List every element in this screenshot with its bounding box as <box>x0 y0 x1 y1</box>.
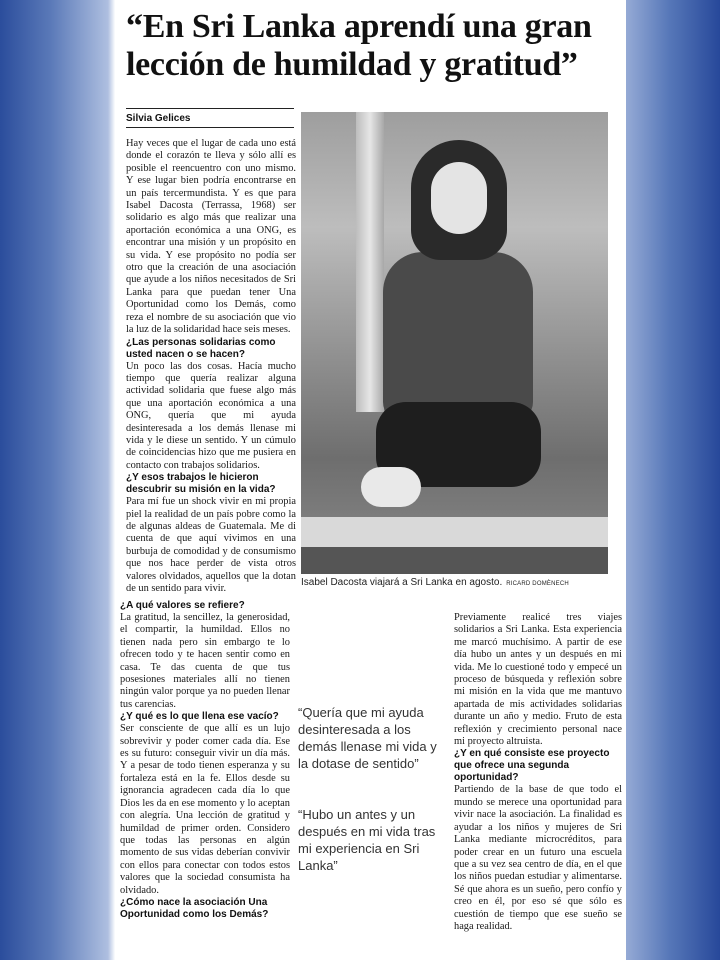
question-2: ¿Y esos trabajos le hicieron descubrir su misión en la vida? <box>126 472 276 496</box>
answer-1: Un poco las dos cosas. Hacía mucho tiempo que quería realizar alguna actividad solidaria que fuese algo más que una aportación económica a una ONG, quería que mi ayuda desinteresada a los demás llenase mi vida y le diese un sentido. Y un cúmulo de coincidencias hizo que me pusiera en contacto con trabajos solidarios. <box>126 360 296 471</box>
photo-caption <box>301 577 623 588</box>
caption-text: Isabel Dacosta viajará a Sri Lanka en agosto. <box>301 577 503 588</box>
answer-2: Para mí fue un shock vivir en mi propia piel la realidad de un país pobre como la de algunas aldeas de Guatemala. Me di cuenta de que aquí vivimos en una burbuja de comodidad y de consumismo que nos hace perder de vista otros valores olvidados, aquellos que la dotan de un sentido para vivir. <box>126 496 296 594</box>
question-6: ¿Y en qué consiste ese proyecto que ofrece una segunda oportunidad? <box>454 748 610 784</box>
photo-grass <box>301 547 608 574</box>
article-column-left <box>120 600 290 921</box>
answer-6: Partiendo de la base de que todo el mundo se merece una oportunidad para vivir nace la asociación. La finalidad es ayudar a los niños y mujeres de Sri Lanka mediante microcréditos, para poder crear en un futuro una escuela que a su vez sea centro de día, en el que los niños puedan estudiar y alimentarse. Sé que ahora es un sueño, pero confío y creo en él, por eso sé que sólo es cuestión de tiempo que ese sueño se haga realidad. <box>454 784 622 932</box>
photo-person-shoe <box>361 467 421 507</box>
question-1: ¿Las personas solidarias como usted nacen o se hacen? <box>126 336 276 360</box>
answer-4: Ser consciente de que allí es un lujo sobrevivir y poder comer cada día. Ese es su futuro: conseguir vivir un día más. Y a pesar de todo tienen esperanza y su fortaleza está en la fe. Ellos desde su ignorancia agradecen cada día lo que Dios les da en ese momento y lo aceptan con alegría. Una lección de gratitud y humildad de primer orden. Considero que todas las personas en algún momento de sus vidas deberían convivir con ellos para conectar con todos estos valores que la sociedad consumista ha olvidado. <box>120 723 290 896</box>
question-3: ¿A qué valores se refiere? <box>120 600 245 611</box>
byline-rule-top <box>126 108 294 109</box>
intro-paragraph: Hay veces que el lugar de cada uno está donde el corazón te lleva y sólo allí es posible el reencuentro con uno mismo. Y ese lugar bien podría encontrarse en un país tercermundista. Y es que para Isabel Dacosta (Terrassa, 1968) ser solidario es algo más que realizar una aportación económica a una ONG, es encontrar una misión y un propósito en su vida. Y ese propósito no podía ser otro que la creación de una asociación que ayude a los niños necesitados de Sri Lanka para que puedan tener Una Oportunidad como los Demás, como reza el nombre de su asociación que vio la luz de la solidaridad hace seis meses. <box>126 138 296 336</box>
answer-3: La gratitud, la sencillez, la generosidad, el compartir, la humildad. Ellos no tienen nada pero sin embargo te lo ofrecen todo y te hacen sentir como en casa. Te das cuenta de que tus posesiones materiales allí no tienen ningún valor porque ya no pueden llenar tus carencias. <box>120 612 290 710</box>
photo-person-body <box>383 252 533 422</box>
photo-person-face <box>431 162 487 234</box>
question-5: ¿Cómo nace la asociación Una Oportunidad como los Demás? <box>120 896 269 920</box>
article-column-top <box>126 138 296 595</box>
photo-stone-ledge <box>301 517 608 547</box>
pull-quote-1: “Quería que mi ayuda desinteresada a los demás llenase mi vida y la dotase de sentido” <box>298 705 437 771</box>
portrait-photo <box>301 112 608 574</box>
byline: Silvia Gelices <box>126 113 191 124</box>
article-column-right <box>454 612 622 933</box>
pull-quote-2: “Hubo un antes y un después en mi vida tras mi experiencia en Sri Lanka” <box>298 807 436 873</box>
photo-tree-trunk <box>356 112 384 412</box>
answer-5: Previamente realicé tres viajes solidarios a Sri Lanka. Esta experiencia me marcó muchísimo. A partir de ese día hubo un antes y un después en mi vida. Me lo cuestioné todo y empecé un proceso de búsqueda y reflexión sobre mi misión en la vida que me mantuvo apartada de mis actividades solidarias durante un año y medio. Fruto de esta reflexión y crecimiento personal nace mi proyecto altruista. <box>454 612 622 748</box>
newspaper-page <box>118 0 626 960</box>
photo-credit: RICARD DOMÈNECH <box>506 581 569 587</box>
headline: “En Sri Lanka aprendí una gran lección de humildad y gratitud” <box>126 8 592 83</box>
byline-rule-bottom <box>126 127 294 128</box>
question-4: ¿Y qué es lo que llena ese vacío? <box>120 711 279 723</box>
